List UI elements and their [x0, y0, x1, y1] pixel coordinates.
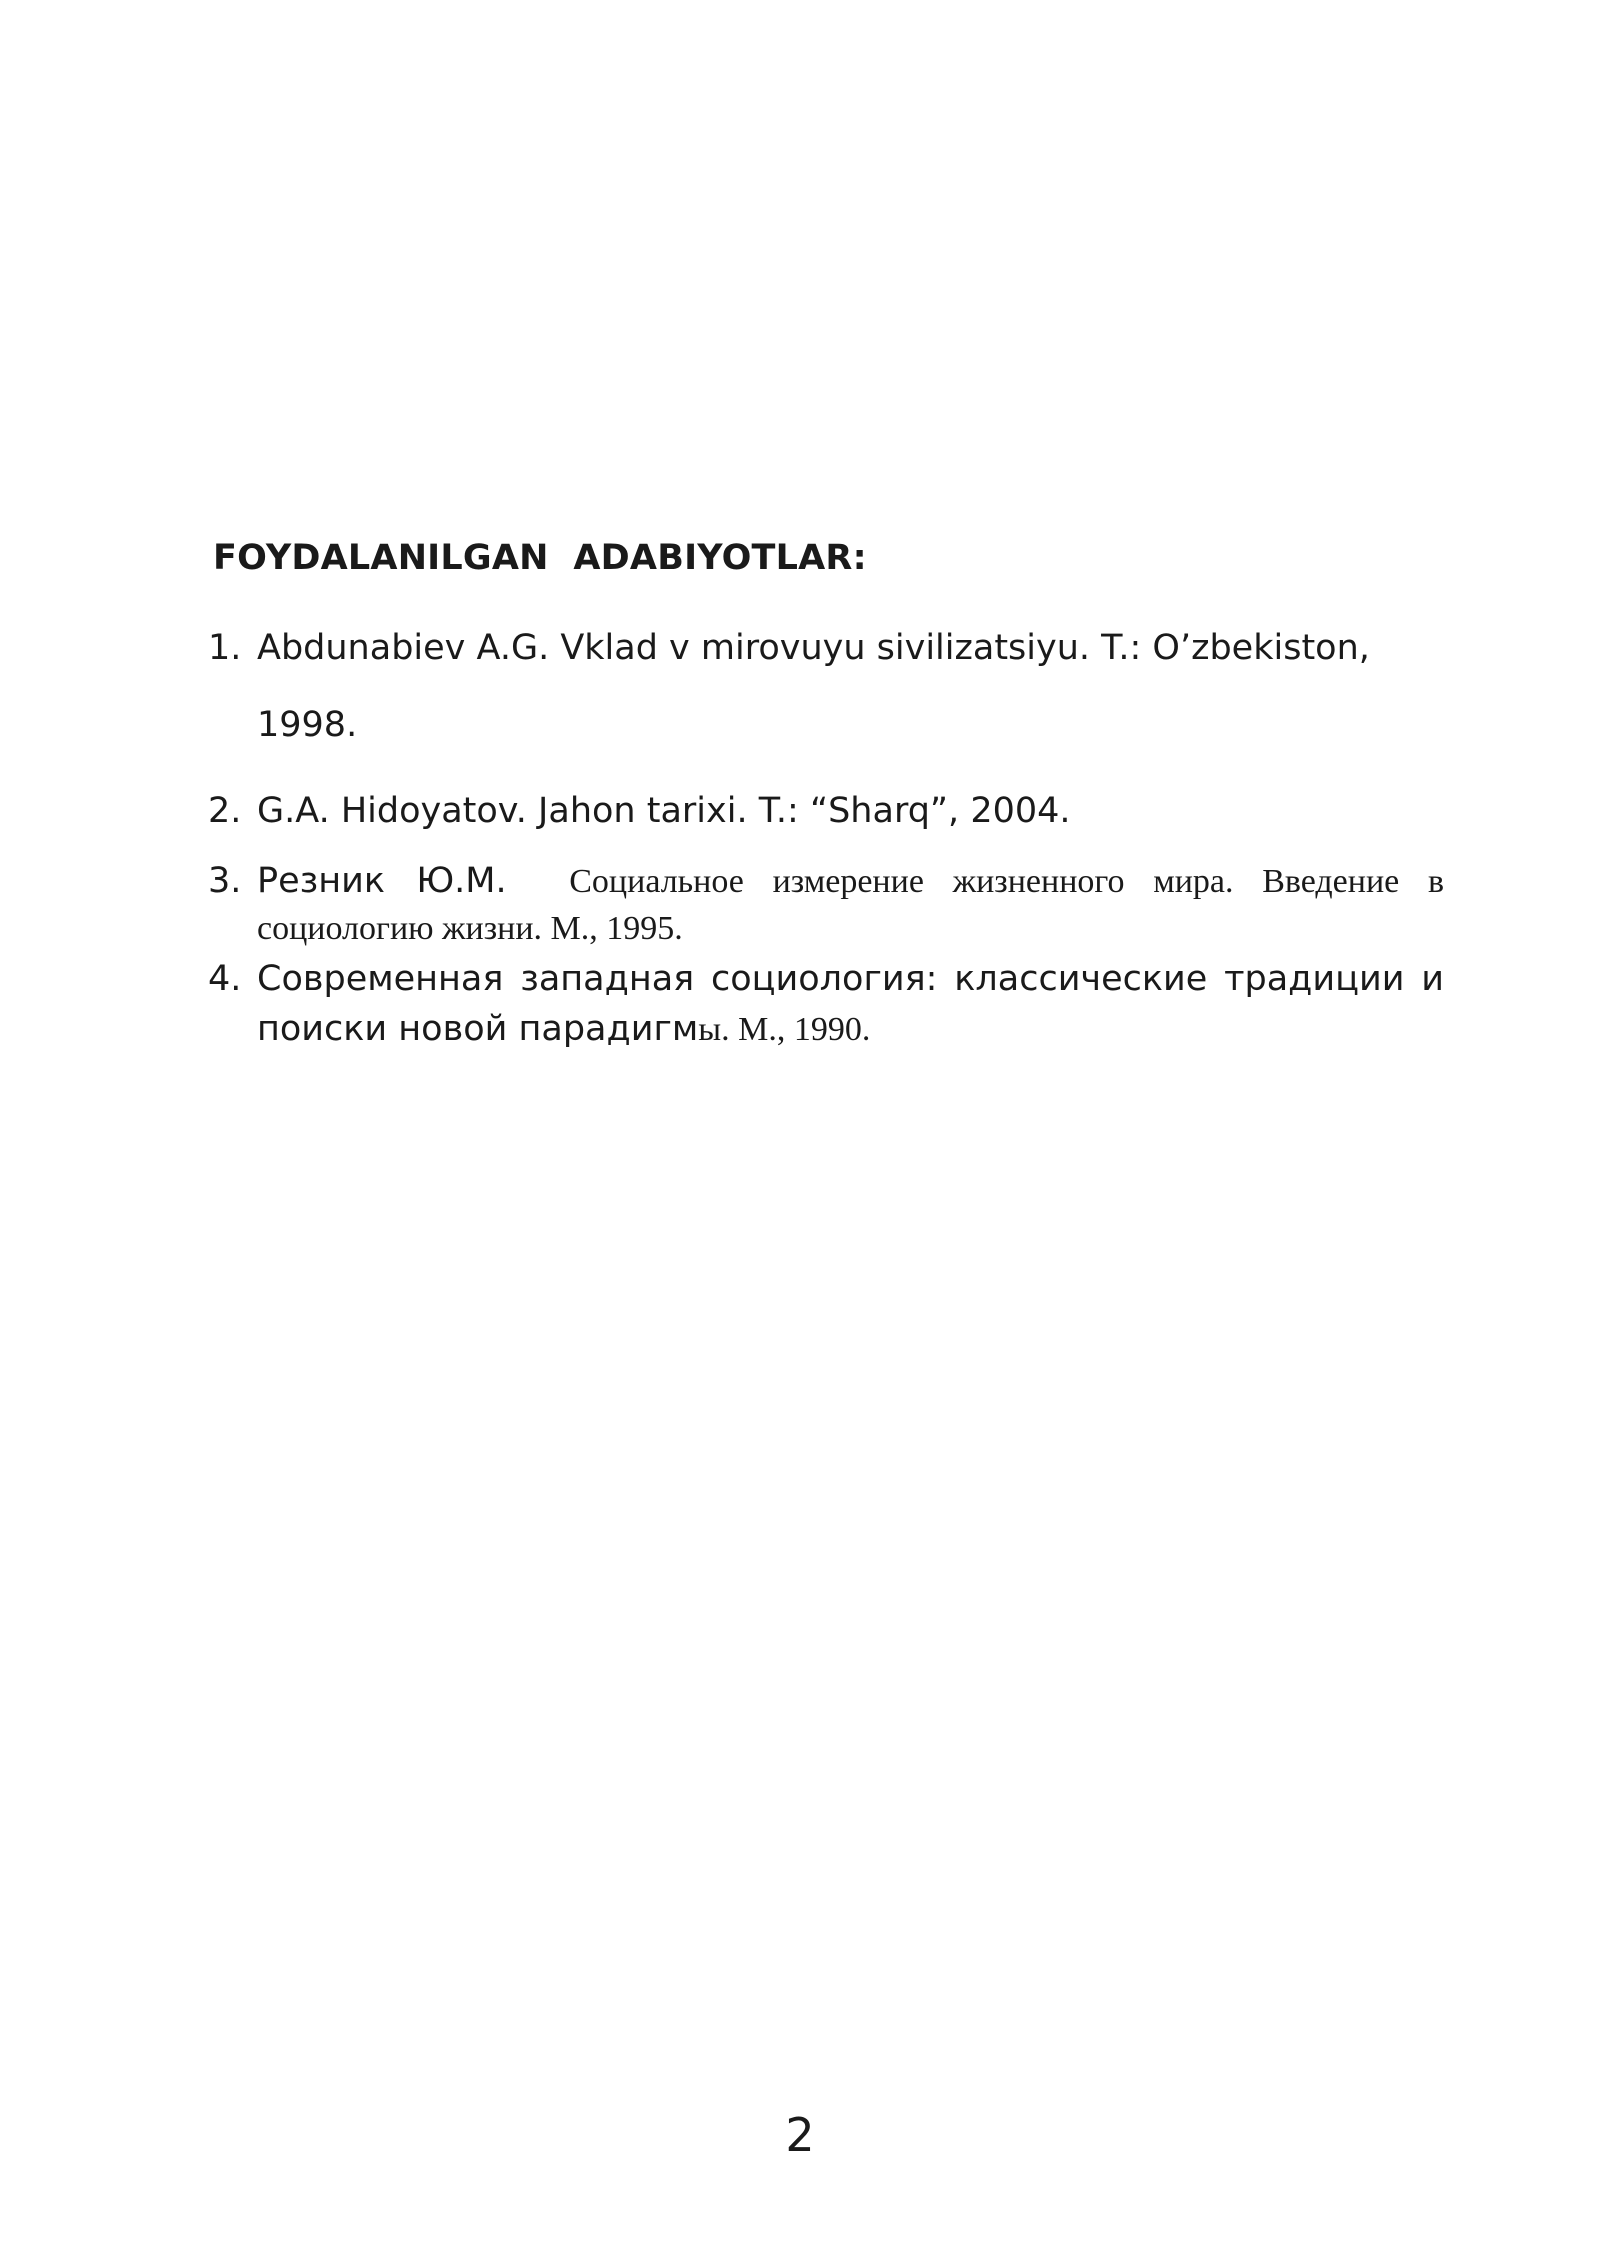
page-number: 2: [785, 2108, 815, 2162]
reference-imprint: ы. М., 1990.: [698, 1011, 871, 1048]
reference-title: Современная западная социология: классические традиции и поиски новой парадигм: [257, 959, 1444, 1049]
reference-title: Социальное измерение жизненного мира. Введение в социологию жизни. М., 1995.: [257, 863, 1444, 947]
reference-number: 3.: [208, 861, 242, 901]
reference-text: G.A. Hidoyatov. Jahon tarixi. T.: “Sharq”, 2004.: [257, 791, 1071, 831]
reference-number: 2.: [208, 791, 242, 831]
reference-text: Abdunabiev A.G. Vklad v mirovuyu sivilizatsiyu. T.: O’zbekiston, 1998.: [257, 628, 1370, 745]
reference-item-2: [208, 781, 1444, 841]
reference-item-4: [208, 954, 1444, 1055]
reference-item-1: [208, 610, 1444, 764]
bibliography-heading: FOYDALANILGAN ADABIYOTLAR:: [213, 538, 867, 578]
reference-number: 1.: [208, 628, 242, 668]
reference-author: Резник Ю.М.: [257, 861, 507, 901]
reference-list: [208, 610, 1444, 1055]
reference-item-3: [208, 858, 1444, 952]
reference-number: 4.: [208, 959, 242, 999]
